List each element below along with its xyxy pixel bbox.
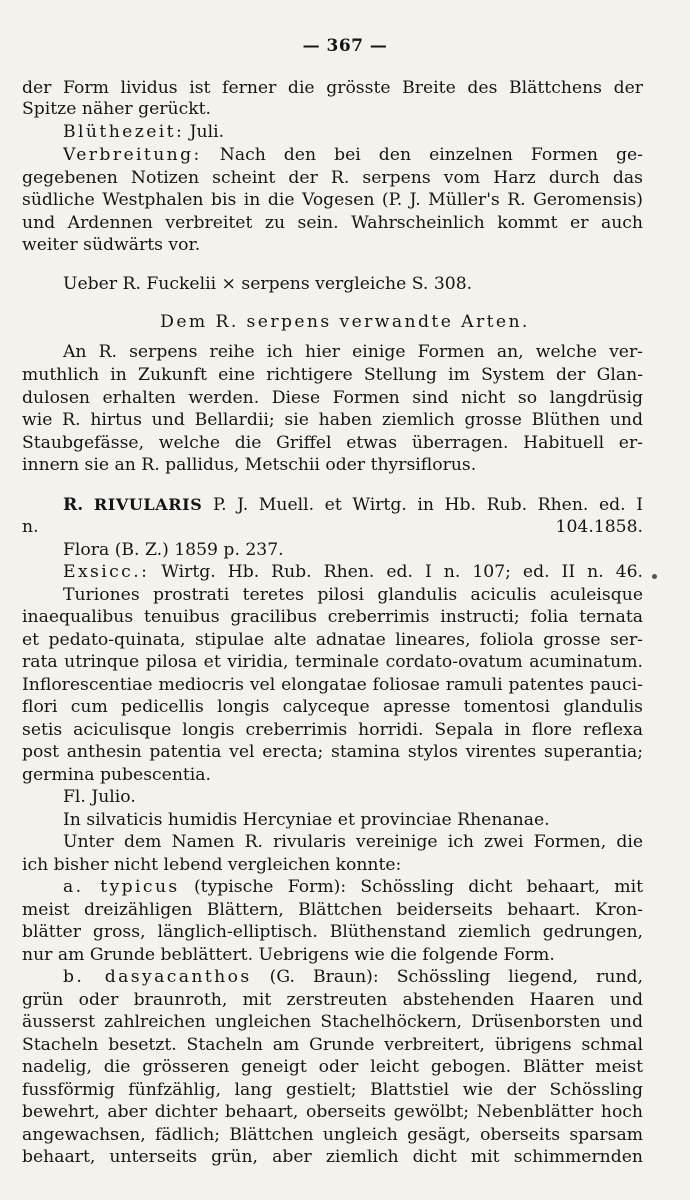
text-line: südliche Westphalen bis in die Vogesen (P. J. Müller's R. Geromensis) — [22, 190, 643, 210]
text-line: Verbreitung: Nach den bei den einzelnen Formen ge- — [63, 145, 643, 165]
text-line: germina pubescentia. — [22, 765, 212, 785]
ink-speck — [652, 574, 657, 579]
text-line: ich bisher nicht lebend vergleichen konnte: — [22, 855, 402, 875]
text-line: post anthesin patentia vel erecta; stamina stylos virentes superantia; — [22, 742, 643, 762]
section-label: Blüthezeit: — [63, 122, 185, 142]
text-line: flori cum pedicellis longis calyceque apresse tomentosi glandulis — [22, 697, 643, 717]
text-line: inaequalibus tenuibus gracilibus creberrimis instructi; folia ternata — [22, 607, 643, 627]
text-line: bewehrt, aber dichter behaart, oberseits gewölbt; Nebenblätter hoch — [22, 1102, 643, 1122]
text-line: gegebenen Notizen scheint der R. serpens vom Harz durch das — [22, 168, 643, 188]
text-line: a. typicus (typische Form): Schössling dicht behaart, mit — [63, 877, 643, 897]
species-name: RIVULARIS — [93, 495, 203, 514]
text-line: innern sie an R. pallidus, Metschii oder thyrsiflorus. — [22, 455, 477, 475]
text-line: fussförmig fünfzählig, lang gestielt; Blattstiel wie der Schössling — [22, 1080, 643, 1100]
text-line: Fl. Julio. — [63, 787, 136, 807]
text-line: Flora (B. Z.) 1859 p. 237. — [63, 540, 284, 560]
text-line: wie R. hirtus und Bellardii; sie haben ziemlich grosse Blüthen und — [22, 410, 643, 430]
text-line: Blüthezeit: Juli. — [63, 122, 225, 142]
text-line: blätter gross, länglich-elliptisch. Blüthenstand ziemlich gedrungen, — [22, 922, 643, 942]
cross-reference: Ueber R. Fuckelii × serpens vergleiche S. 308. — [63, 274, 473, 294]
text-line: äusserst zahlreichen ungleichen Stachelhöckern, Drüsenborsten und — [22, 1012, 643, 1032]
text-line: behaart, unterseits grün, aber ziemlich dicht mit schimmernden — [22, 1147, 643, 1167]
text-line: dulosen erhalten werden. Diese Formen sind nicht so langdrüsig — [22, 388, 643, 408]
text-line: Staubgefässe, welche die Griffel etwas überragen. Habituell er- — [22, 433, 643, 453]
text-line: n. 104.1858. — [22, 517, 643, 537]
text-line: nur am Grunde beblättert. Uebrigens wie die folgende Form. — [22, 945, 555, 965]
text-line: An R. serpens reihe ich hier einige Formen an, welche ver- — [63, 342, 643, 362]
section-heading: Dem R. serpens verwandte Arten. — [160, 312, 530, 332]
text-line: und Ardennen verbreitet zu sein. Wahrscheinlich kommt er auch — [22, 213, 643, 233]
section-label: Verbreitung: — [63, 145, 202, 165]
variety-label: b. dasyacanthos — [63, 967, 252, 987]
text-line: grün oder braunroth, mit zerstreuten abstehenden Haaren und — [22, 990, 643, 1010]
text-line: meist dreizähligen Blättern, Blättchen beiderseits behaart. Kron- — [22, 900, 643, 920]
species-heading: R. RIVULARIS P. J. Muell. et Wirtg. in Hb. Rub. Rhen. ed. I — [63, 495, 643, 515]
text-line: Turiones prostrati teretes pilosi glandulis aciculis aculeisque — [63, 585, 643, 605]
text-line: muthlich in Zukunft eine richtigere Stellung im System der Glan- — [22, 365, 643, 385]
text-line: Inflorescentiae mediocris vel elongatae foliosae ramuli patentes pauci- — [22, 675, 643, 695]
variety-label: a. typicus — [63, 877, 180, 897]
text-line: b. dasyacanthos (G. Braun): Schössling liegend, rund, — [63, 967, 643, 987]
section-label: Exsicc.: — [63, 562, 150, 582]
text-line: Unter dem Namen R. rivularis vereinige ich zwei Formen, die — [63, 832, 643, 852]
text-line: rata utrinque pilosa et viridia, terminale cordato-ovatum acuminatum. — [22, 652, 643, 672]
text-line: Stacheln besetzt. Stacheln am Grunde verbreitert, übrigens schmal — [22, 1035, 643, 1055]
text-line: der Form lividus ist ferner die grösste Breite des Blättchens der — [22, 78, 643, 98]
text-line: nadelig, die grösseren geneigt oder leicht gebogen. Blätter meist — [22, 1057, 643, 1077]
text-line: angewachsen, fädlich; Blättchen ungleich gesägt, oberseits sparsam — [22, 1125, 643, 1145]
text-line: weiter südwärts vor. — [22, 235, 201, 255]
text-line: et pedato-quinata, stipulae alte adnatae lineares, foliola grosse ser- — [22, 630, 643, 650]
text-line: setis aciculisque longis creberrimis horridi. Sepala in flore reflexa — [22, 720, 643, 740]
text-line: In silvaticis humidis Hercyniae et provinciae Rhenanae. — [63, 810, 550, 830]
text-line: Spitze näher gerückt. — [22, 99, 211, 119]
text-line: Exsicc.: Wirtg. Hb. Rub. Rhen. ed. I n. 107; ed. II n. 46. — [63, 562, 643, 582]
page-number: — 367 — — [302, 36, 388, 56]
